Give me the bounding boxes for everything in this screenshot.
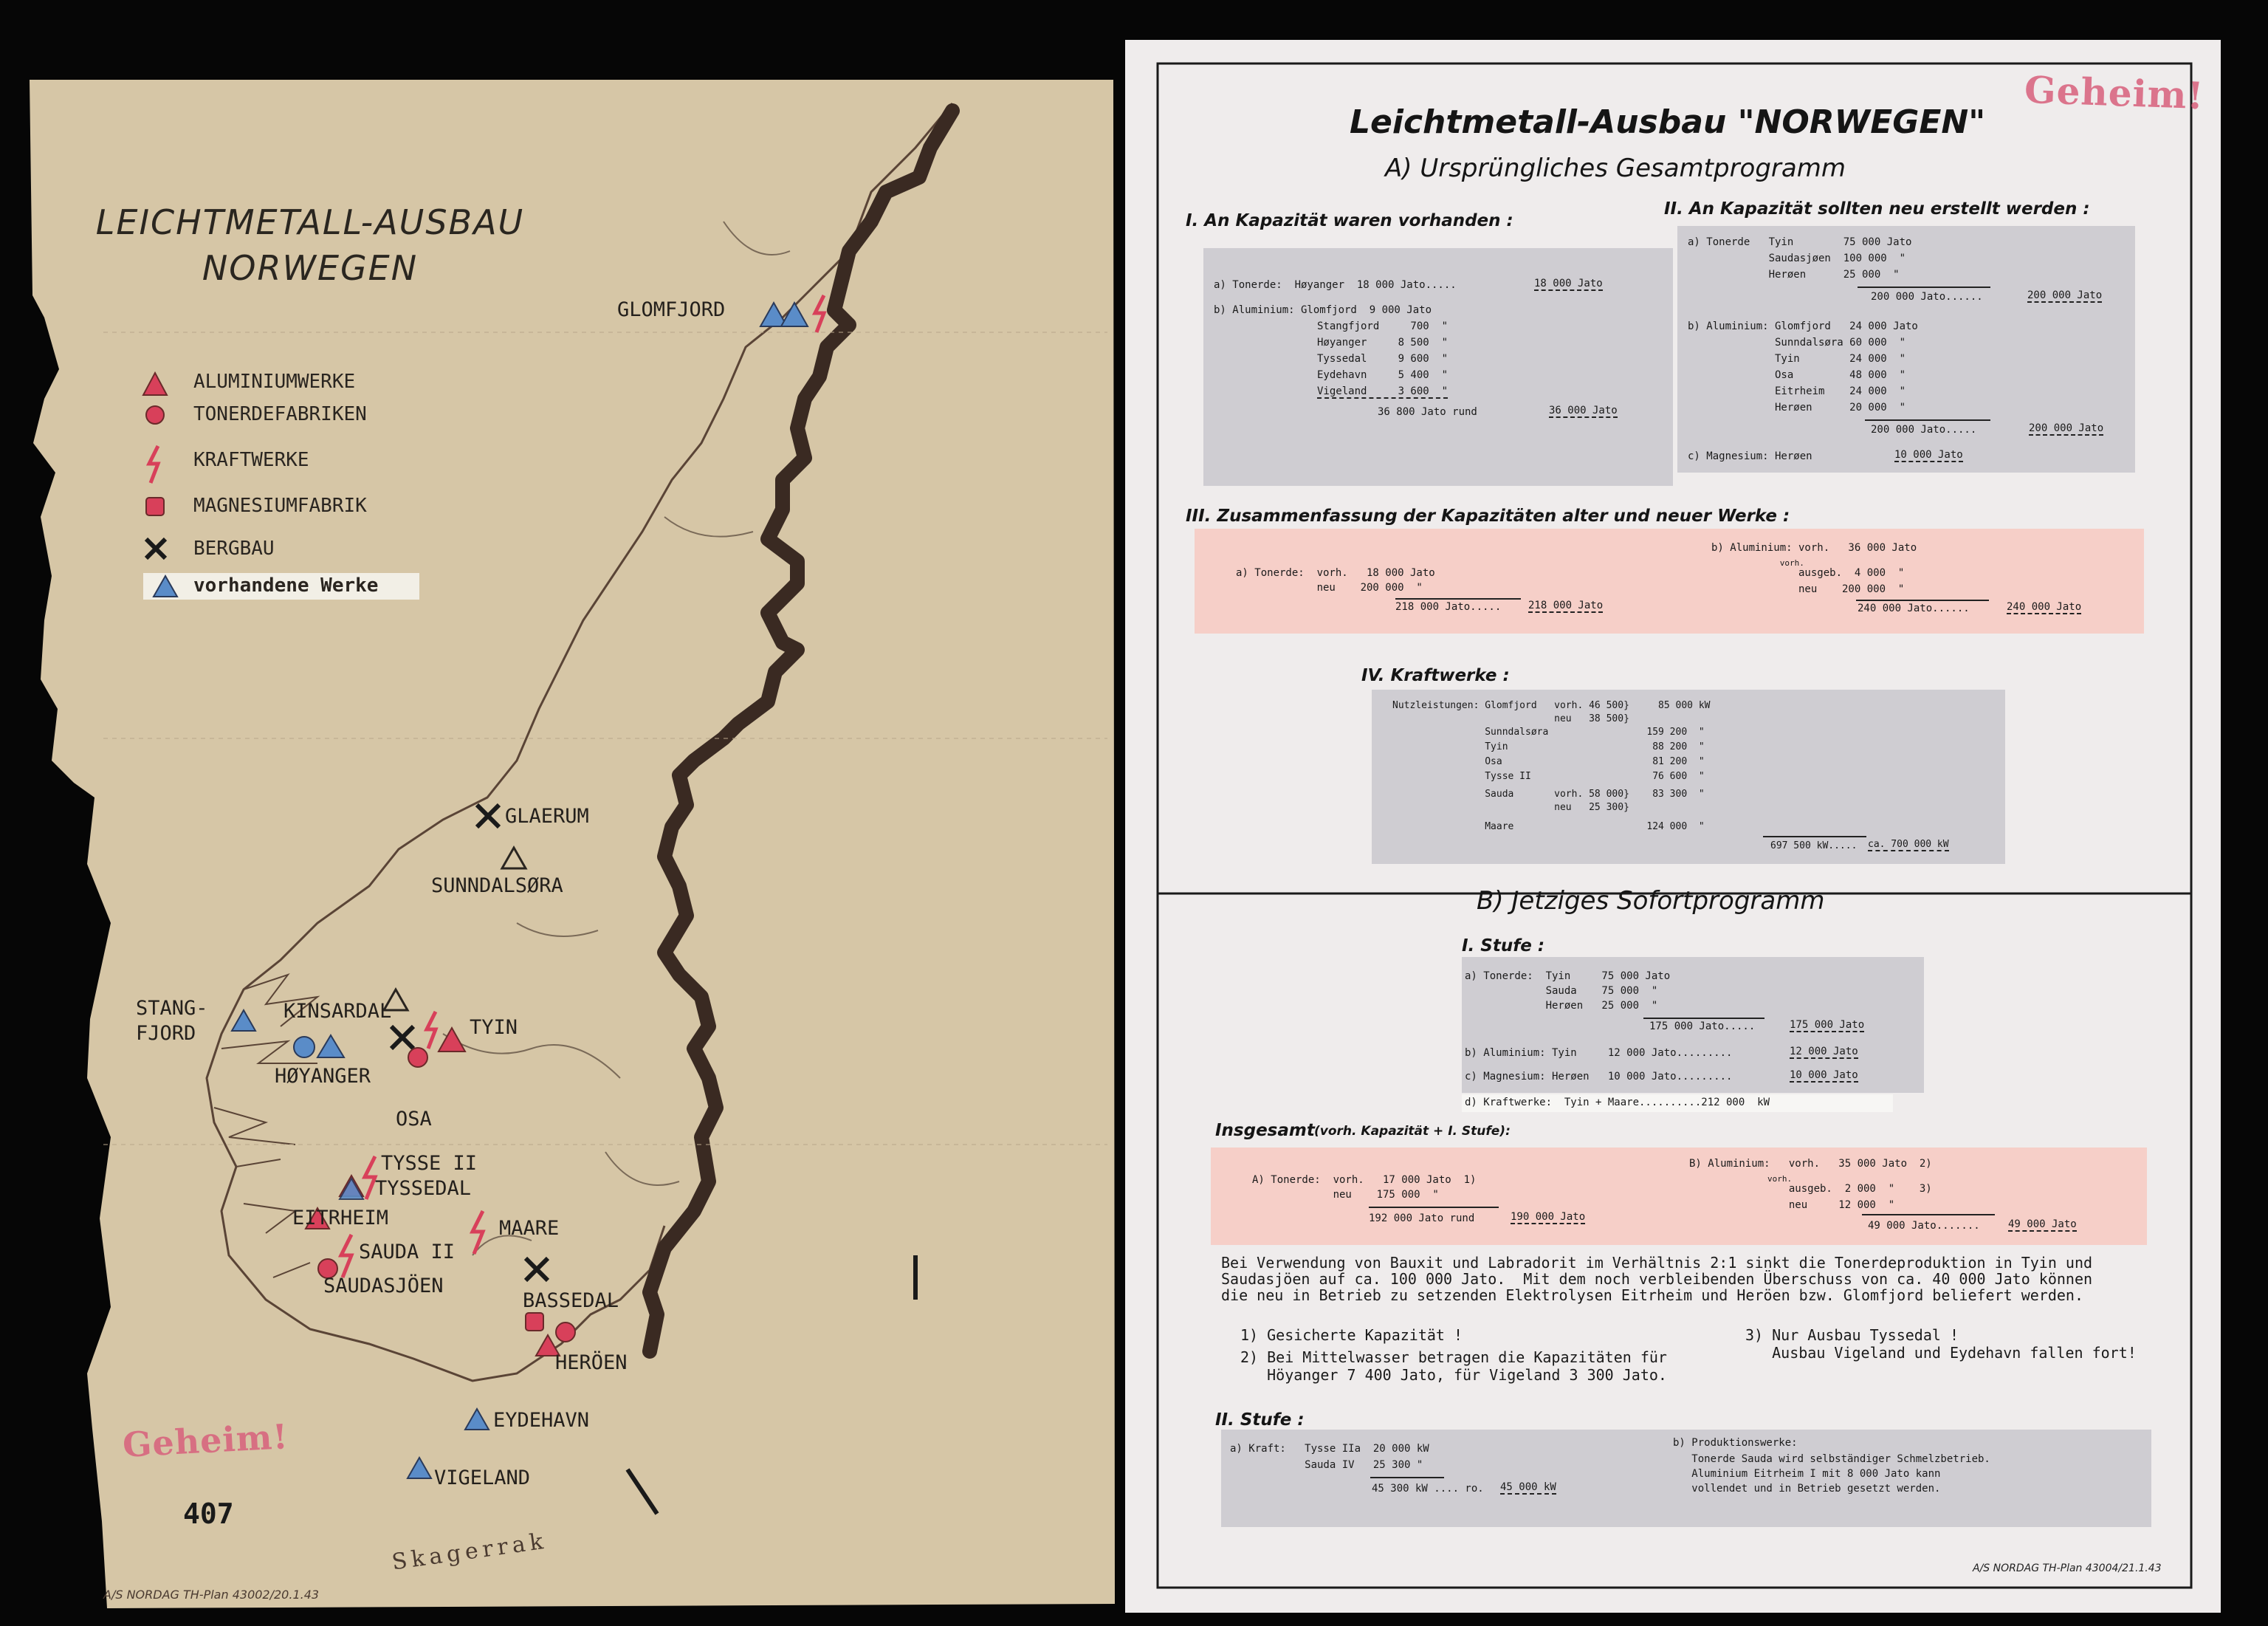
s2-box	[1677, 226, 2135, 473]
place-stangfjord-1: STANG-	[136, 997, 208, 1020]
s2-alu-row-1: b) Aluminium: Glomfjord 24 000 Jato	[1688, 320, 1918, 332]
s3-left-sum: 218 000 Jato.....	[1395, 601, 1502, 613]
s2-alu-row-4: Osa 48 000 "	[1688, 369, 1906, 381]
b1-kraft-strip	[1462, 1094, 1893, 1112]
s2-heading: II. An Kapazität sollten neu erstellt werden :	[1664, 199, 2090, 219]
map-title-line1: LEICHTMETALL-AUSBAU	[95, 202, 525, 242]
s3-left-row-1: a) Tonerde: vorh. 18 000 Jato	[1236, 567, 1435, 579]
footnote-1: 1) Gesicherte Kapazität !	[1240, 1326, 1463, 1344]
b1-tonerde-row-1: a) Tonerde: Tyin 75 000 Jato	[1465, 970, 1671, 982]
s2-tonerde-sum: 200 000 Jato......	[1871, 291, 1983, 303]
b1-alu-total: 12 000 Jato	[1790, 1046, 1858, 1057]
s2-alu-row-6: Herøen 20 000 "	[1688, 402, 1906, 414]
b2-box	[1221, 1430, 2151, 1527]
s2-tonerde-row-1: a) Tonerde Tyin 75 000 Jato	[1688, 236, 1912, 248]
map-stamp-geheim: Geheim!	[121, 1416, 289, 1465]
doc-footer: A/S NORDAG TH-Plan 43004/21.1.43	[1973, 1562, 2162, 1574]
footnote-2b: Höyanger 7 400 Jato, für Vigeland 3 300 Jato.	[1240, 1366, 1667, 1384]
s4-row-8: neu 25 300}	[1392, 802, 1629, 813]
s3-right-sum: 240 000 Jato......	[1858, 603, 1970, 614]
s2-alu-row-2: Sunndalsøra 60 000 "	[1688, 337, 1906, 349]
place-tysse: TYSSE II	[381, 1152, 478, 1175]
b1-tonerde-total: 175 000 Jato	[1790, 1019, 1865, 1031]
place-vigeland: VIGELAND	[434, 1467, 531, 1489]
map-title-line2: NORWEGEN	[202, 248, 419, 288]
legend-bergbau: BERGBAU	[193, 538, 275, 560]
s4-row-9: Maare 124 000 "	[1392, 821, 1705, 832]
place-maare: MAARE	[499, 1217, 560, 1240]
s3-right-row-4: neu 200 000 "	[1711, 583, 1905, 595]
insgesamt-right-row-2: vorh.	[1689, 1174, 1793, 1184]
s3-box	[1195, 529, 2144, 634]
doc-stamp-geheim: Geheim!	[2024, 67, 2205, 118]
s4-heading: IV. Kraftwerke :	[1361, 666, 1510, 685]
insgesamt-right-total: 49 000 Jato	[2008, 1218, 2077, 1230]
s4-total: ca. 700 000 kW	[1868, 839, 1949, 850]
place-sunndalsora: SUNNDALSØRA	[431, 874, 563, 897]
insgesamt-right-sum: 49 000 Jato.......	[1868, 1220, 1980, 1232]
s4-row-1: Nutzleistungen: Glomfjord vorh. 46 500} 85 000 kW	[1392, 700, 1711, 711]
s4-row-3: Sunndalsøra 159 200 "	[1392, 727, 1705, 738]
s1-alu-label: b) Aluminium: Glomfjord 9 000 Jato	[1214, 304, 1432, 316]
b2-right-row-4: vollendet und in Betrieb gesetzt werden.	[1673, 1483, 1941, 1495]
insgesamt-heading: Insgesamt	[1215, 1121, 1315, 1140]
s1-alu-total: 36 000 Jato	[1549, 405, 1618, 416]
b2-right-row-1: b) Produktionswerke:	[1673, 1437, 1798, 1449]
legend-magnesiumfabrik: MAGNESIUMFABRIK	[193, 495, 367, 517]
place-glomfjord: GLOMFJORD	[617, 298, 726, 321]
paragraph-line-3: die neu in Betrieb zu setzenden Elektrolysen Eitrheim und Heröen bzw. Glomfjord beliefert werden.	[1221, 1286, 2083, 1304]
insgesamt-right-row-4: neu 12 000 "	[1689, 1199, 1895, 1211]
s1-alu-row-1: Stangfjord 700 "	[1317, 320, 1449, 332]
insgesamt-note: (vorh. Kapazität + I. Stufe):	[1314, 1124, 1511, 1139]
footnote-3: 3) Nur Ausbau Tyssedal !	[1745, 1326, 1959, 1344]
s1-tonerde-total: 18 000 Jato	[1534, 278, 1603, 289]
b1-alu: b) Aluminium: Tyin 12 000 Jato.........	[1465, 1047, 1733, 1059]
b2-right-row-2: Tonerde Sauda wird selbständiger Schmelzbetrieb.	[1673, 1453, 1990, 1465]
place-saudasjoen: SAUDASJÖEN	[323, 1275, 444, 1297]
s1-heading: I. An Kapazität waren vorhanden :	[1186, 211, 1513, 230]
s1-alu-row-3: Tyssedal 9 600 "	[1317, 353, 1449, 365]
section-b-heading: B) Jetziges Sofortprogramm	[1477, 886, 1825, 916]
insgesamt-left-sum: 192 000 Jato rund	[1369, 1212, 1475, 1224]
insgesamt-left-row-2: neu 175 000 "	[1252, 1189, 1439, 1201]
b1-kraft: d) Kraftwerke: Tyin + Maare..........212 000 kW	[1465, 1097, 1770, 1108]
b1-tonerde-row-2: Sauda 75 000 "	[1465, 985, 1658, 997]
red-circle-icon	[146, 406, 164, 424]
s2-alu-row-5: Eitrheim 24 000 "	[1688, 385, 1906, 397]
b2-right-row-3: Aluminium Eitrheim I mit 8 000 Jato kann	[1673, 1468, 1941, 1480]
s1-alu-row-4: Eydehavn 5 400 "	[1317, 369, 1449, 381]
s2-alu-row-3: Tyin 24 000 "	[1688, 353, 1906, 365]
b2-left-sum: 45 300 kW .... ro.	[1372, 1483, 1484, 1495]
s1-alu-row-5: Vigeland 3 600 "	[1317, 385, 1449, 397]
b1-tonerde-row-3: Herøen 25 000 "	[1465, 1000, 1658, 1012]
b2-left-row-1: a) Kraft: Tysse IIa 20 000 kW	[1230, 1443, 1429, 1455]
s1-alu-row-2: Høyanger 8 500 "	[1317, 337, 1449, 349]
b2-left-total: 45 000 kW	[1500, 1481, 1556, 1493]
b1-box	[1462, 957, 1924, 1093]
insgesamt-right-row-3: ausgeb. 2 000 " 3)	[1689, 1183, 1932, 1195]
b1-tonerde-sum: 175 000 Jato.....	[1649, 1020, 1756, 1032]
b1-heading: I. Stufe :	[1462, 936, 1545, 956]
place-bassedal: BASSEDAL	[523, 1289, 619, 1312]
place-kinsardal: KINSARDAL	[284, 1000, 392, 1023]
s4-row-4: Tyin 88 200 "	[1392, 741, 1705, 752]
s3-left-row-2: neu 200 000 "	[1236, 582, 1423, 594]
place-tyssedal: TYSSEDAL	[375, 1177, 472, 1200]
red-square-icon	[146, 498, 164, 515]
s3-right-row-3: ausgeb. 4 000 "	[1711, 567, 1905, 579]
place-eydehavn: EYDEHAVN	[493, 1409, 590, 1432]
s1-box	[1203, 248, 1673, 486]
s2-tonerde-row-3: Herøen 25 000 "	[1688, 269, 1900, 281]
insgesamt-right-row-1: B) Aluminium: vorh. 35 000 Jato 2)	[1689, 1158, 1932, 1170]
s2-tonerde-row-2: Saudasjøen 100 000 "	[1688, 253, 1906, 264]
place-hoyanger: HØYANGER	[275, 1065, 371, 1088]
place-stangfjord-2: FJORD	[136, 1022, 196, 1045]
b1-magnesium-total: 10 000 Jato	[1790, 1069, 1858, 1081]
insgesamt-left-total: 190 000 Jato	[1511, 1211, 1586, 1223]
paragraph-line-2: Saudasjöen auf ca. 100 000 Jato. Mit dem noch verbleibenden Überschuss von ca. 40 000 Jato können	[1221, 1270, 2093, 1288]
s3-left-total: 218 000 Jato	[1528, 600, 1604, 611]
insgesamt-left-row-1: A) Tonerde: vorh. 17 000 Jato 1)	[1252, 1174, 1477, 1186]
place-tyin: TYIN	[470, 1016, 518, 1039]
b1-magnesium: c) Magnesium: Herøen 10 000 Jato.........	[1465, 1071, 1733, 1083]
paragraph-line-1: Bei Verwendung von Bauxit und Labradorit im Verhältnis 2:1 sinkt die Tonerdeproduktion in Tyin und	[1221, 1254, 2093, 1272]
place-skagerrak: Skagerrak	[390, 1528, 549, 1576]
legend-kraftwerke: KRAFTWERKE	[193, 449, 309, 471]
place-sauda: SAUDA II	[359, 1241, 456, 1263]
insgesamt-box	[1211, 1148, 2147, 1245]
s2-alu-sum: 200 000 Jato.....	[1871, 424, 1977, 436]
place-eitrheim: EITRHEIM	[292, 1207, 389, 1229]
s1-alu-sum: 36 800 Jato rund	[1378, 406, 1477, 418]
s4-row-5: Osa 81 200 "	[1392, 756, 1705, 767]
map-footer: A/S NORDAG TH-Plan 43002/20.1.43	[103, 1588, 320, 1602]
footnote-2: 2) Bei Mittelwasser betragen die Kapazitäten für	[1240, 1348, 1667, 1366]
legend-vorhandene-werke: vorhandene Werke	[193, 574, 379, 597]
s2-alu-total: 200 000 Jato	[2029, 422, 2104, 434]
s1-tonerde: a) Tonerde: Høyanger 18 000 Jato.....	[1214, 279, 1457, 291]
place-glaerum: GLAERUM	[505, 805, 589, 828]
legend-aluminiumwerke: ALUMINIUMWERKE	[193, 371, 356, 393]
b2-heading: II. Stufe :	[1215, 1410, 1305, 1430]
s3-heading: III. Zusammenfassung der Kapazitäten alter und neuer Werke :	[1186, 507, 1790, 526]
s2-magnesium: c) Magnesium: Herøen	[1688, 450, 1812, 462]
s4-row-6: Tysse II 76 600 "	[1392, 771, 1705, 782]
place-heroen: HERÖEN	[555, 1351, 628, 1374]
footnote-3b: Ausbau Vigeland und Eydehavn fallen fort!	[1745, 1344, 2137, 1362]
s2-magnesium-total: 10 000 Jato	[1894, 449, 1963, 461]
section-a-heading: A) Ursprüngliches Gesamtprogramm	[1385, 154, 1846, 183]
s4-row-7: Sauda vorh. 58 000} 83 300 "	[1392, 789, 1705, 800]
s3-right-row-1: b) Aluminium: vorh. 36 000 Jato	[1711, 542, 1917, 554]
s4-sum: 697 500 kW.....	[1770, 840, 1858, 851]
place-osa: OSA	[396, 1108, 432, 1131]
doc-title: Leichtmetall-Ausbau "NORWEGEN"	[1350, 103, 1986, 141]
map-page-number: 407	[183, 1498, 234, 1530]
map-paper	[30, 80, 1115, 1608]
s3-right-total: 240 000 Jato	[2007, 601, 2082, 613]
s4-row-2: neu 38 500}	[1392, 713, 1629, 724]
s4-box	[1372, 690, 2005, 864]
s2-tonerde-total: 200 000 Jato	[2027, 289, 2103, 301]
legend-tonerdefabriken: TONERDEFABRIKEN	[193, 403, 367, 425]
b2-left-row-2: Sauda IV 25 300 "	[1230, 1459, 1423, 1471]
s3-right-row-2: vorh.	[1711, 558, 1804, 568]
